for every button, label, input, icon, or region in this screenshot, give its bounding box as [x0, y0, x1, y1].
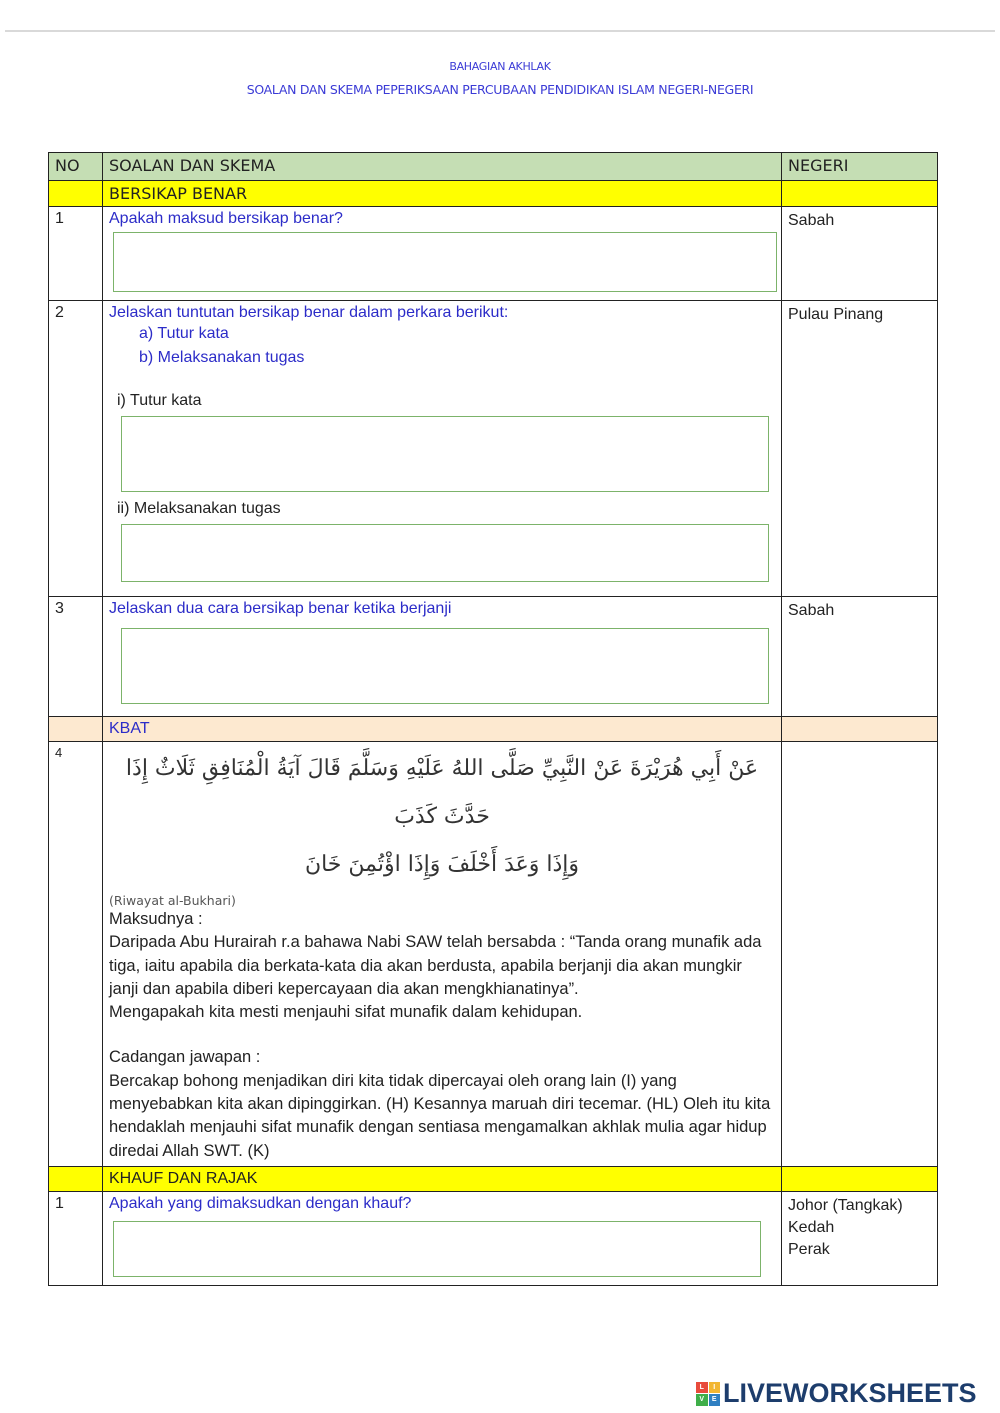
question-text: Jelaskan tuntutan bersikap benar dalam perkara berikut:	[109, 304, 509, 321]
header-no: NO	[49, 153, 103, 181]
question-table	[48, 152, 938, 1286]
logo-badge-icon: L I V E	[696, 1382, 720, 1406]
question-text: Jelaskan dua cara bersikap benar ketika berjanji	[109, 600, 452, 617]
state-item: Johor (Tangkak)	[788, 1196, 903, 1214]
header-question: SOALAN DAN SKEMA	[103, 153, 782, 181]
header-state: NEGERI	[782, 153, 938, 181]
sub-label-i: i) Tutur kata	[117, 392, 202, 409]
question-number: 1	[49, 207, 103, 301]
section-row-kbat	[49, 717, 938, 742]
answer-box-q1[interactable]	[113, 232, 777, 292]
table-row	[49, 301, 938, 597]
state-item: Kedah	[788, 1218, 835, 1236]
answer-text: Bercakap bohong menjadikan diri kita tidak dipercayai oleh orang lain (I) yang menyebabkan kita akan dipinggirkan. (H) Kesannya maruah diri tecemar. (HL) Oleh itu kita hendaklah menjauhi sifat munafik dengan sentiasa mengamalkan akhlak mulia agar hidup diredai Allah SWT. (K)	[109, 1071, 771, 1160]
state-cell: Sabah	[782, 207, 938, 301]
option-b: b) Melaksanakan tugas	[139, 349, 305, 366]
state-cell: Pulau Pinang	[782, 301, 938, 597]
maksud-text: Daripada Abu Hurairah r.a bahawa Nabi SAW telah bersabda : “Tanda orang munafik ada tiga, iaitu apabila dia berkata-kata dia akan berdusta, apabila berjanji dia akan mungkir janji dan apabila diberi kepercayaan dia akan mengkhianatinya”.	[109, 933, 762, 998]
liveworksheets-logo	[696, 1378, 977, 1409]
answer-box-q3[interactable]	[121, 628, 769, 704]
table-row	[49, 742, 938, 1167]
section-label: KBAT	[103, 717, 782, 742]
answer-label: Cadangan jawapan :	[109, 1048, 261, 1067]
top-divider	[5, 30, 995, 32]
document-title: SOALAN DAN SKEMA PEPERIKSAAN PERCUBAAN PENDIDIKAN ISLAM NEGERI-NEGERI	[246, 82, 754, 97]
section-label: KHAUF DAN RAJAK	[103, 1166, 782, 1191]
question-number: 1	[49, 1191, 103, 1285]
sub-label-ii: ii) Melaksanakan tugas	[117, 500, 281, 517]
answer-box-q2-ii[interactable]	[121, 524, 769, 582]
answer-box-q2-i[interactable]	[121, 416, 769, 492]
section-row-bersikap-benar	[49, 181, 938, 207]
state-cell: Sabah	[782, 597, 938, 717]
table-header-row	[49, 153, 938, 181]
table-row	[49, 1191, 938, 1285]
question-number: 3	[49, 597, 103, 717]
section-label: BERSIKAP BENAR	[103, 181, 782, 207]
hadith-arabic-line-1: عَنْ أَبِي هُرَيْرَةَ عَنْ النَّبِيِّ صَلَّى اللهُ عَلَيْهِ وَسَلَّمَ قَالَ آيَةُ الْمُنَافِقِ ثَلَاثٌ إِذَا حَدَّثَ كَذَبَ	[125, 756, 759, 829]
hadith-arabic-line-2: وَإِذَا وَعَدَ أَخْلَفَ وَإِذَا اؤْتُمِنَ خَانَ	[304, 852, 580, 877]
table-row	[49, 207, 938, 301]
table-row	[49, 597, 938, 717]
section-row-khauf-dan-rajak	[49, 1166, 938, 1191]
question-number: 4	[49, 742, 103, 1167]
maksud-label: Maksudnya :	[109, 910, 203, 928]
section-title: BAHAGIAN AKHLAK	[449, 60, 551, 73]
question-text: Apakah yang dimaksudkan dengan khauf?	[109, 1194, 412, 1212]
question-text: Apakah maksud bersikap benar?	[109, 210, 343, 227]
logo-text: LIVEWORKSHEETS	[723, 1378, 977, 1408]
question-text: Mengapakah kita mesti menjauhi sifat munafik dalam kehidupan.	[109, 1003, 583, 1022]
question-number: 2	[49, 301, 103, 597]
hadith-source: (Riwayat al-Bukhari)	[109, 893, 236, 908]
state-item: Perak	[788, 1240, 830, 1258]
option-a: a) Tutur kata	[139, 325, 229, 342]
answer-box-q5[interactable]	[113, 1221, 761, 1277]
